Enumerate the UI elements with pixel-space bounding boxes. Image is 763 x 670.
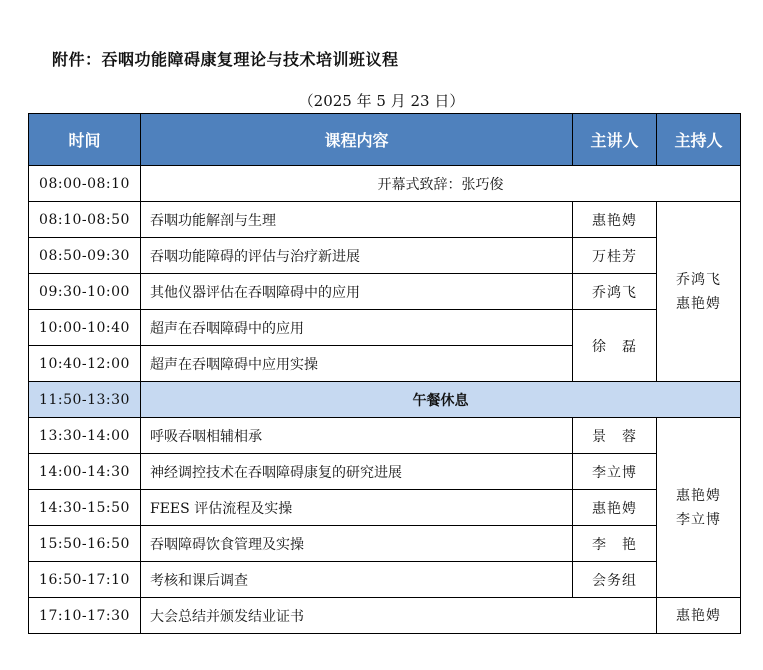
table-row [29, 562, 741, 598]
opening-cell: 开幕式致辞：张巧俊 [141, 166, 741, 202]
host-cell-morning [657, 202, 741, 382]
table-row [29, 310, 741, 346]
host-name: 惠艳娉 [676, 487, 721, 504]
header-time: 时间 [29, 114, 141, 166]
content-cell: 其他仪器评估在吞咽障碍中的应用 [141, 274, 573, 310]
content-cell: 大会总结并颁发结业证书 [141, 598, 657, 634]
table-row [29, 202, 741, 238]
time-cell: 10:40-12:00 [29, 346, 141, 382]
table-row [29, 454, 741, 490]
speaker-cell-merged: 徐 磊 [573, 310, 657, 382]
speaker-cell: 李 艳 [573, 526, 657, 562]
time-cell: 08:00-08:10 [29, 166, 141, 202]
header-content: 课程内容 [141, 114, 573, 166]
content-cell: 呼吸吞咽相辅相承 [141, 418, 573, 454]
time-cell: 14:30-15:50 [29, 490, 141, 526]
content-cell: 神经调控技术在吞咽障碍康复的研究进展 [141, 454, 573, 490]
time-cell: 14:00-14:30 [29, 454, 141, 490]
table-row [29, 238, 741, 274]
time-cell: 13:30-14:00 [29, 418, 141, 454]
time-cell: 15:50-16:50 [29, 526, 141, 562]
host-cell: 惠艳娉 [657, 598, 741, 634]
time-cell: 08:50-09:30 [29, 238, 141, 274]
content-cell: FEES 评估流程及实操 [141, 490, 573, 526]
lunch-cell: 午餐休息 [141, 382, 741, 418]
speaker-cell: 惠艳娉 [573, 490, 657, 526]
agenda-table [28, 113, 741, 634]
table-row [29, 166, 741, 202]
page-title: 附件：吞咽功能障碍康复理论与技术培训班议程 [52, 50, 399, 69]
host-name: 李立博 [676, 511, 721, 528]
agenda-date: （2025 年 5 月 23 日） [298, 92, 465, 110]
time-cell: 08:10-08:50 [29, 202, 141, 238]
host-cell-afternoon [657, 418, 741, 598]
content-cell: 吞咽功能解剖与生理 [141, 202, 573, 238]
speaker-cell: 景 蓉 [573, 418, 657, 454]
table-row [29, 598, 741, 634]
time-cell: 09:30-10:00 [29, 274, 141, 310]
lunch-row [29, 382, 741, 418]
content-cell: 超声在吞咽障碍中应用实操 [141, 346, 573, 382]
table-row [29, 418, 741, 454]
header-row [29, 114, 741, 166]
content-cell: 考核和课后调查 [141, 562, 573, 598]
content-cell: 吞咽障碍饮食管理及实操 [141, 526, 573, 562]
content-cell: 超声在吞咽障碍中的应用 [141, 310, 573, 346]
time-cell: 16:50-17:10 [29, 562, 141, 598]
speaker-cell: 会务组 [573, 562, 657, 598]
time-cell: 10:00-10:40 [29, 310, 141, 346]
header-host: 主持人 [657, 114, 741, 166]
table-row [29, 274, 741, 310]
speaker-cell: 李立博 [573, 454, 657, 490]
host-name: 惠艳娉 [676, 295, 721, 312]
speaker-cell: 惠艳娉 [573, 202, 657, 238]
speaker-cell: 万桂芳 [573, 238, 657, 274]
speaker-cell: 乔鸿飞 [573, 274, 657, 310]
table-row [29, 526, 741, 562]
time-cell: 11:50-13:30 [29, 382, 141, 418]
table-row [29, 490, 741, 526]
time-cell: 17:10-17:30 [29, 598, 141, 634]
content-cell: 吞咽功能障碍的评估与治疗新进展 [141, 238, 573, 274]
header-speaker: 主讲人 [573, 114, 657, 166]
host-name: 乔鸿飞 [676, 271, 721, 288]
